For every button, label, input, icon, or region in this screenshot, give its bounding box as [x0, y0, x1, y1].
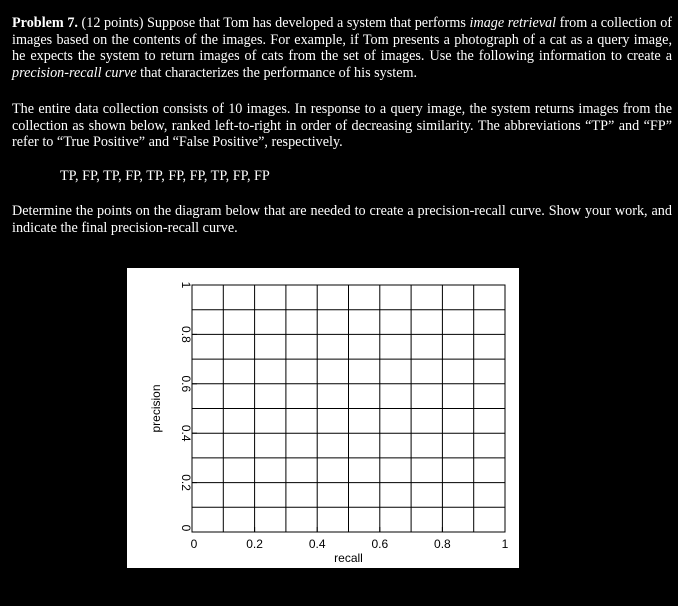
x-tick-label: 0.2 — [246, 537, 263, 551]
x-tick-label: 0.4 — [308, 537, 326, 551]
x-tick-label: 0 — [190, 537, 198, 551]
x-tick-label: 0.6 — [371, 537, 389, 551]
problem-paragraph-2: The entire data collection consists of 10 images. In response to a query image, the system returns images from the collection as shown below, ranked left-to-right in order of decreasing similarity. The abbreviations “TP” and “FP” refer to “True Positive” and “False Positive”, respectively. — [12, 101, 672, 150]
y-tick-label: 0.8 — [179, 326, 193, 343]
y-tick-label: 0 — [179, 524, 193, 532]
y-tick-label: 0.6 — [179, 375, 193, 393]
y-tick-label: 1 — [179, 281, 193, 289]
problem-paragraph-1 — [12, 15, 672, 81]
paragraph-1-text-a: Suppose that Tom has developed a system that performs — [147, 15, 466, 31]
x-tick-label: 0.8 — [434, 537, 451, 551]
paragraph-1-text-b: from a collection of images based on the contents of the images. For example, if Tom presents a photograph of a cat as a query image, he expects the system to return images of cats from the set of images. Use the following information to create a — [12, 15, 673, 64]
problem-points: (12 points) — [81, 15, 144, 31]
result-sequence: TP, FP, TP, FP, TP, FP, FP, TP, FP, FP — [60, 168, 270, 184]
x-axis-title: recall — [334, 551, 363, 565]
x-tick-label: 1 — [501, 537, 509, 551]
problem-paragraph-3: Determine the points on the diagram below that are needed to create a precision-recall curve. Show your work, and indicate the final precision-recall curve. — [12, 203, 672, 236]
problem-label: Problem 7. — [12, 15, 78, 31]
image-retrieval-term: image retrieval — [469, 15, 557, 31]
y-tick-label: 0.2 — [179, 474, 193, 491]
y-tick-label: 0.4 — [179, 424, 193, 442]
chart-svg — [127, 268, 519, 568]
precision-recall-chart — [127, 268, 519, 568]
precision-recall-curve-term: precision-recall curve — [12, 64, 137, 81]
paragraph-1-text-c: that characterizes the performance of his system. — [140, 64, 418, 81]
y-axis-title: precision — [149, 384, 163, 433]
